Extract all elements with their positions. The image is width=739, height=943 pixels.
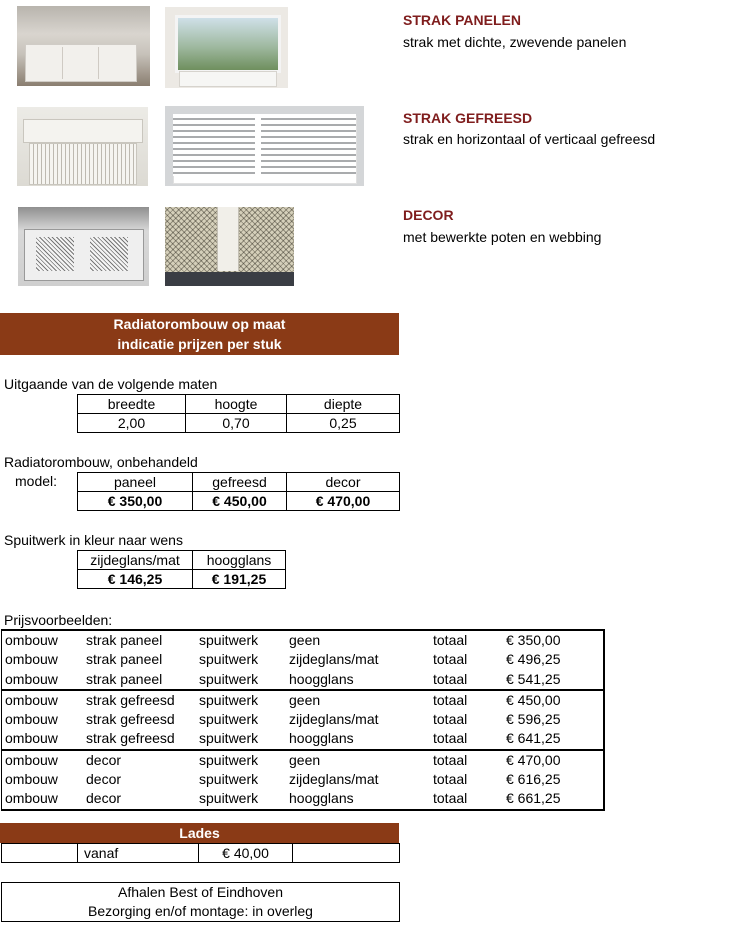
example-cell: strak gefreesd (86, 711, 175, 728)
model-desc-strak-gefreesd: strak en horizontaal of verticaal gefreesd (403, 131, 656, 147)
example-cell: geen (289, 632, 321, 648)
dim-value: 0,70 (186, 414, 287, 433)
example-cell: strak paneel (86, 632, 163, 648)
example-cell: zijdeglans/mat (289, 711, 379, 728)
example-cell: € 496,25 (506, 651, 561, 668)
delivery-line-2: Bezorging en/of montage: in overleg (88, 903, 313, 919)
example-cell: spuitwerk (199, 691, 259, 708)
example-cell: ombouw (5, 651, 58, 668)
ombouw-table (77, 472, 400, 511)
photo-strak-gefreesd-horizontal (165, 106, 364, 186)
dimensions-label: Uitgaande van de volgende maten (4, 376, 218, 392)
spuitwerk-table (77, 550, 286, 589)
model-desc-strak-panelen: strak met dichte, zwevende panelen (403, 34, 627, 50)
delivery-box (1, 882, 400, 922)
spuitwerk-header: hoogglans (193, 551, 286, 570)
lades-label: vanaf (78, 844, 199, 863)
example-cell: ombouw (5, 711, 58, 728)
model-desc-decor: met bewerkte poten en webbing (403, 229, 602, 245)
photo-decor-cabinet (18, 207, 149, 286)
lades-table (1, 843, 400, 863)
example-cell: decor (86, 751, 122, 768)
example-cell: strak gefreesd (86, 730, 175, 747)
examples-table (1, 629, 605, 811)
ombouw-header: paneel (78, 473, 193, 492)
lades-empty-2 (293, 844, 400, 863)
example-cell: hoogglans (289, 730, 354, 747)
ombouw-label: Radiatorombouw, onbehandeld (4, 454, 198, 470)
example-cell: decor (86, 771, 122, 788)
example-cell: totaal (433, 670, 468, 687)
dim-header: diepte (287, 395, 400, 414)
example-cell: ombouw (5, 691, 58, 708)
example-cell: € 470,00 (506, 751, 561, 768)
lades-banner: Lades (0, 823, 399, 843)
example-cell: zijdeglans/mat (289, 771, 379, 788)
dim-header: hoogte (186, 395, 287, 414)
example-cell: strak paneel (86, 651, 163, 668)
example-cell: totaal (433, 632, 468, 648)
ombouw-header: decor (287, 473, 400, 492)
example-cell: totaal (433, 771, 468, 788)
pricing-banner (0, 313, 399, 355)
example-row (2, 729, 603, 750)
example-cell: ombouw (5, 751, 58, 768)
example-cell: totaal (433, 711, 468, 728)
example-cell: strak paneel (86, 670, 163, 687)
example-cell: totaal (433, 691, 468, 708)
dim-header: breedte (78, 395, 186, 414)
example-row (2, 770, 603, 789)
example-cell: hoogglans (289, 790, 354, 807)
photo-strak-panelen-room (17, 6, 150, 86)
spuitwerk-label: Spuitwerk in kleur naar wens (4, 532, 183, 548)
model-title-strak-gefreesd: STRAK GEFREESD (403, 110, 533, 126)
spuitwerk-header: zijdeglans/mat (78, 551, 193, 570)
model-label: model: (15, 473, 58, 489)
example-cell: ombouw (5, 771, 58, 788)
example-cell: spuitwerk (199, 730, 259, 747)
example-row (2, 650, 603, 669)
lades-empty (2, 844, 78, 863)
example-row (2, 631, 603, 650)
example-cell: spuitwerk (199, 632, 259, 648)
example-cell: totaal (433, 790, 468, 807)
example-row (2, 710, 603, 729)
example-cell: geen (289, 691, 321, 708)
model-title-decor: DECOR (403, 207, 454, 223)
example-cell: spuitwerk (199, 651, 259, 668)
photo-strak-panelen-window (165, 7, 288, 88)
example-cell: spuitwerk (199, 790, 259, 807)
dimensions-table (77, 394, 400, 433)
ombouw-price: € 470,00 (287, 492, 400, 511)
example-cell: € 541,25 (506, 670, 561, 687)
example-row (2, 670, 603, 691)
ombouw-price: € 450,00 (193, 492, 287, 511)
example-cell: totaal (433, 651, 468, 668)
photo-strak-gefreesd-cabinet (17, 107, 148, 186)
example-cell: spuitwerk (199, 670, 259, 687)
example-cell: strak gefreesd (86, 691, 175, 708)
example-cell: ombouw (5, 670, 58, 687)
example-cell: decor (86, 790, 122, 807)
photo-decor-detail (165, 207, 294, 286)
example-cell: totaal (433, 751, 468, 768)
ombouw-price: € 350,00 (78, 492, 193, 511)
examples-label: Prijsvoorbeelden: (4, 612, 113, 628)
model-title-strak-panelen: STRAK PANELEN (403, 12, 521, 28)
example-cell: € 641,25 (506, 730, 561, 747)
example-cell: € 661,25 (506, 790, 561, 807)
example-cell: zijdeglans/mat (289, 651, 379, 668)
example-cell: spuitwerk (199, 751, 259, 768)
example-row (2, 789, 603, 808)
spuitwerk-price: € 146,25 (78, 570, 193, 589)
dim-value: 2,00 (78, 414, 186, 433)
example-cell: € 350,00 (506, 632, 561, 648)
example-cell: € 616,25 (506, 771, 561, 788)
example-cell: spuitwerk (199, 771, 259, 788)
example-cell: geen (289, 751, 321, 768)
example-cell: spuitwerk (199, 711, 259, 728)
spuitwerk-price: € 191,25 (193, 570, 286, 589)
example-cell: € 450,00 (506, 691, 561, 708)
example-row (2, 691, 603, 710)
ombouw-header: gefreesd (193, 473, 287, 492)
banner-line-2: indicatie prijzen per stuk (117, 336, 282, 352)
example-cell: totaal (433, 730, 468, 747)
example-cell: ombouw (5, 632, 58, 648)
example-cell: € 596,25 (506, 711, 561, 728)
banner-line-1: Radiatorombouw op maat (113, 316, 286, 332)
lades-price: € 40,00 (199, 844, 293, 863)
dim-value: 0,25 (287, 414, 400, 433)
example-cell: ombouw (5, 730, 58, 747)
example-cell: ombouw (5, 790, 58, 807)
example-cell: hoogglans (289, 670, 354, 687)
example-row (2, 751, 603, 770)
delivery-line-1: Afhalen Best of Eindhoven (117, 884, 283, 900)
